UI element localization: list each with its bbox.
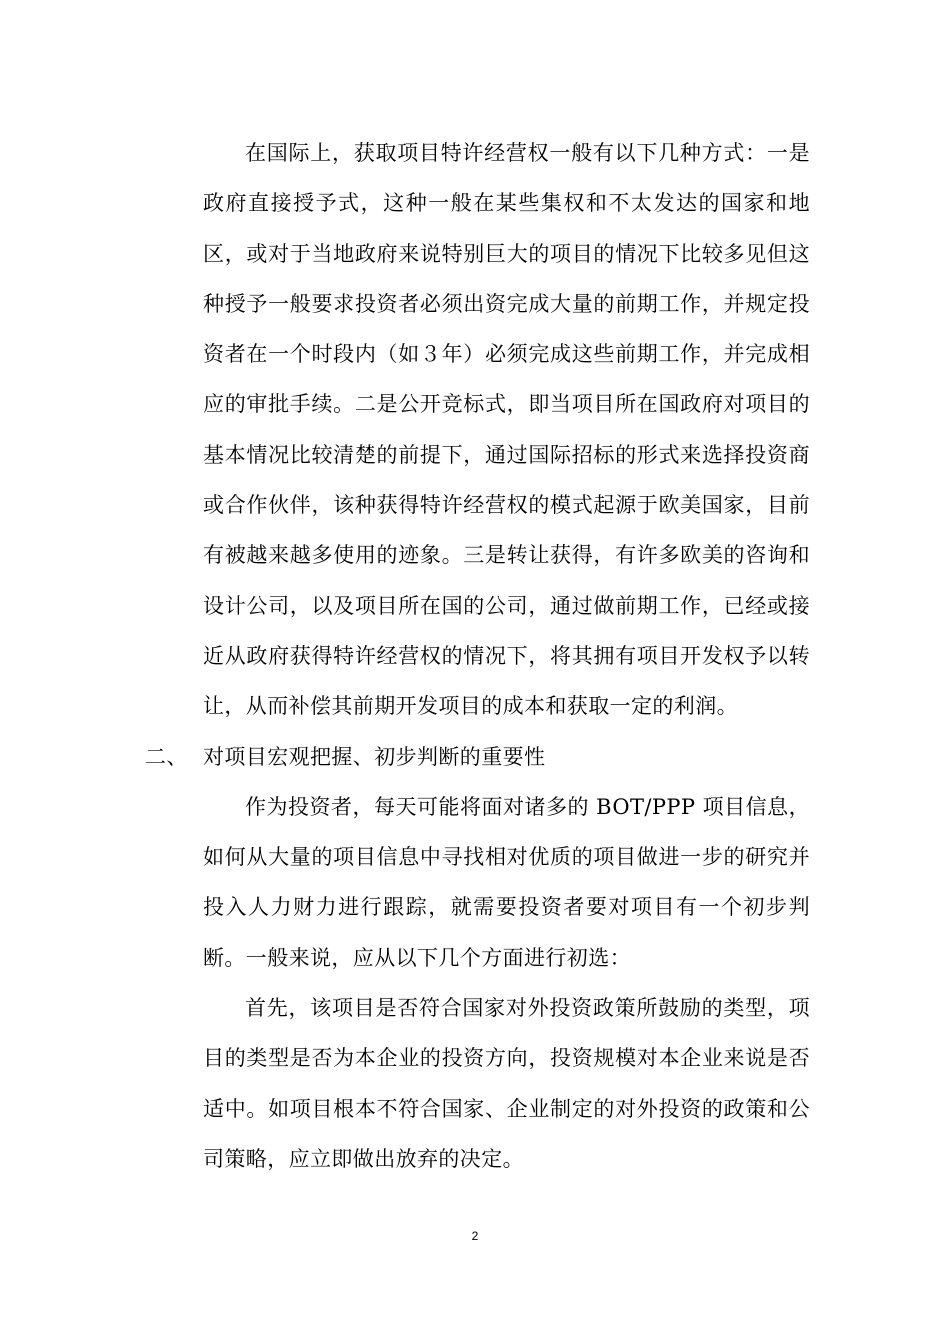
paragraph-first-criterion: 首先，该项目是否符合国家对外投资政策所鼓励的类型，项目的类型是否为本企业的投资方向，投资规模对本企业来说是否适中。如项目根本不符合国家、企业制定的对外投资的政策和公司策略，应立即做出放弃的决定。 xyxy=(203,996,810,1171)
page-number: 2 xyxy=(471,1229,479,1243)
document-body xyxy=(145,128,810,1184)
section-heading-number: 二、 xyxy=(145,744,188,769)
section-heading-title: 对项目宏观把握、初步判断的重要性 xyxy=(203,744,546,769)
section-heading xyxy=(145,732,810,782)
paragraph-investor-judgment: 作为投资者，每天可能将面对诸多的 BOT/PPP 项目信息，如何从大量的项目信息中寻找相对优质的项目做进一步的研究并投入人力财力进行跟踪，就需要投资者要对项目有一个初步判断。一般来说，应从以下几个方面进行初选： xyxy=(203,794,810,970)
paragraph-franchise-methods: 在国际上，获取项目特许经营权一般有以下几种方式：一是政府直接授予式，这种一般在某些集权和不太发达的国家和地区，或对于当地政府来说特别巨大的项目的情况下比较多见但这种授予一般要求投资者必须出资完成大量的前期工作，并规定投资者在一个时段内（如３年）必须完成这些前期工作，并完成相应的审批手续。二是公开竞标式，即当项目所在国政府对项目的基本情况比较清楚的前提下，通过国际招标的形式来选择投资商或合作伙伴，该种获得特许经营权的模式起源于欧美国家，目前有被越来越多使用的迹象。三是转让获得，有许多欧美的咨询和设计公司，以及项目所在国的公司，通过做前期工作，已经或接近从政府获得特许经营权的情况下，将其拥有项目开发权予以转让，从而补偿其前期开发项目的成本和获取一定的利润。 xyxy=(203,141,810,719)
